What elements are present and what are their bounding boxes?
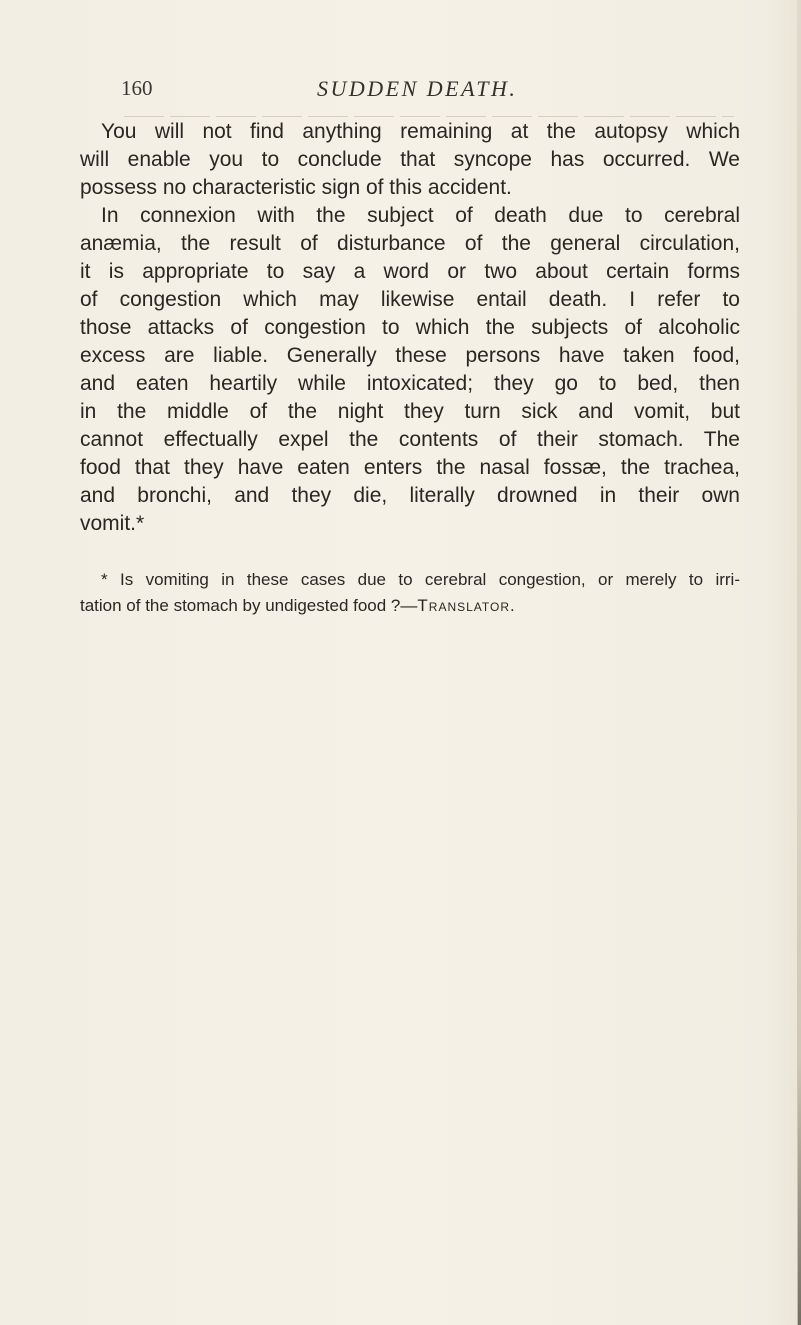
text-line: anæmia, the result of disturbance of the general circulation, <box>80 232 740 255</box>
running-title: SUDDEN DEATH. <box>317 76 518 101</box>
body-text <box>80 118 740 538</box>
text-line: those attacks of congestion to which the subjects of alcoholic <box>80 316 740 339</box>
text-line: You will not find anything remaining at the autopsy which <box>101 120 740 143</box>
text-line: and eaten heartily while intoxicated; they go to bed, then <box>80 372 740 395</box>
header-rule <box>124 116 734 117</box>
footnote-line <box>80 593 740 619</box>
footnote-text: tation of the stomach by undigested food ?— <box>80 596 418 615</box>
page-number: 160 <box>121 76 153 100</box>
text-line: of congestion which may likewise entail death. I refer to <box>80 288 740 311</box>
text-line: In connexion with the subject of death due to cerebral <box>101 204 740 227</box>
text-line: in the middle of the night they turn sick and vomit, but <box>80 400 740 423</box>
footnote-signature: Translator. <box>417 596 516 615</box>
text-line: it is appropriate to say a word or two about certain forms <box>80 260 740 283</box>
text-line: will enable you to conclude that syncope has occurred. We <box>80 148 740 171</box>
text-line: possess no characteristic sign of this accident. <box>80 176 512 199</box>
text-line: vomit.* <box>80 512 145 535</box>
running-head <box>121 76 733 106</box>
text-line: food that they have eaten enters the nasal fossæ, the trachea, <box>80 456 740 479</box>
footnote <box>80 567 740 619</box>
footnote-line: * Is vomiting in these cases due to cerebral congestion, or merely to irri- <box>101 570 740 589</box>
text-line: and bronchi, and they die, literally drowned in their own <box>80 484 740 507</box>
text-line: cannot effectually expel the contents of their stomach. The <box>80 428 740 451</box>
text-line: excess are liable. Generally these persons have taken food, <box>80 344 740 367</box>
